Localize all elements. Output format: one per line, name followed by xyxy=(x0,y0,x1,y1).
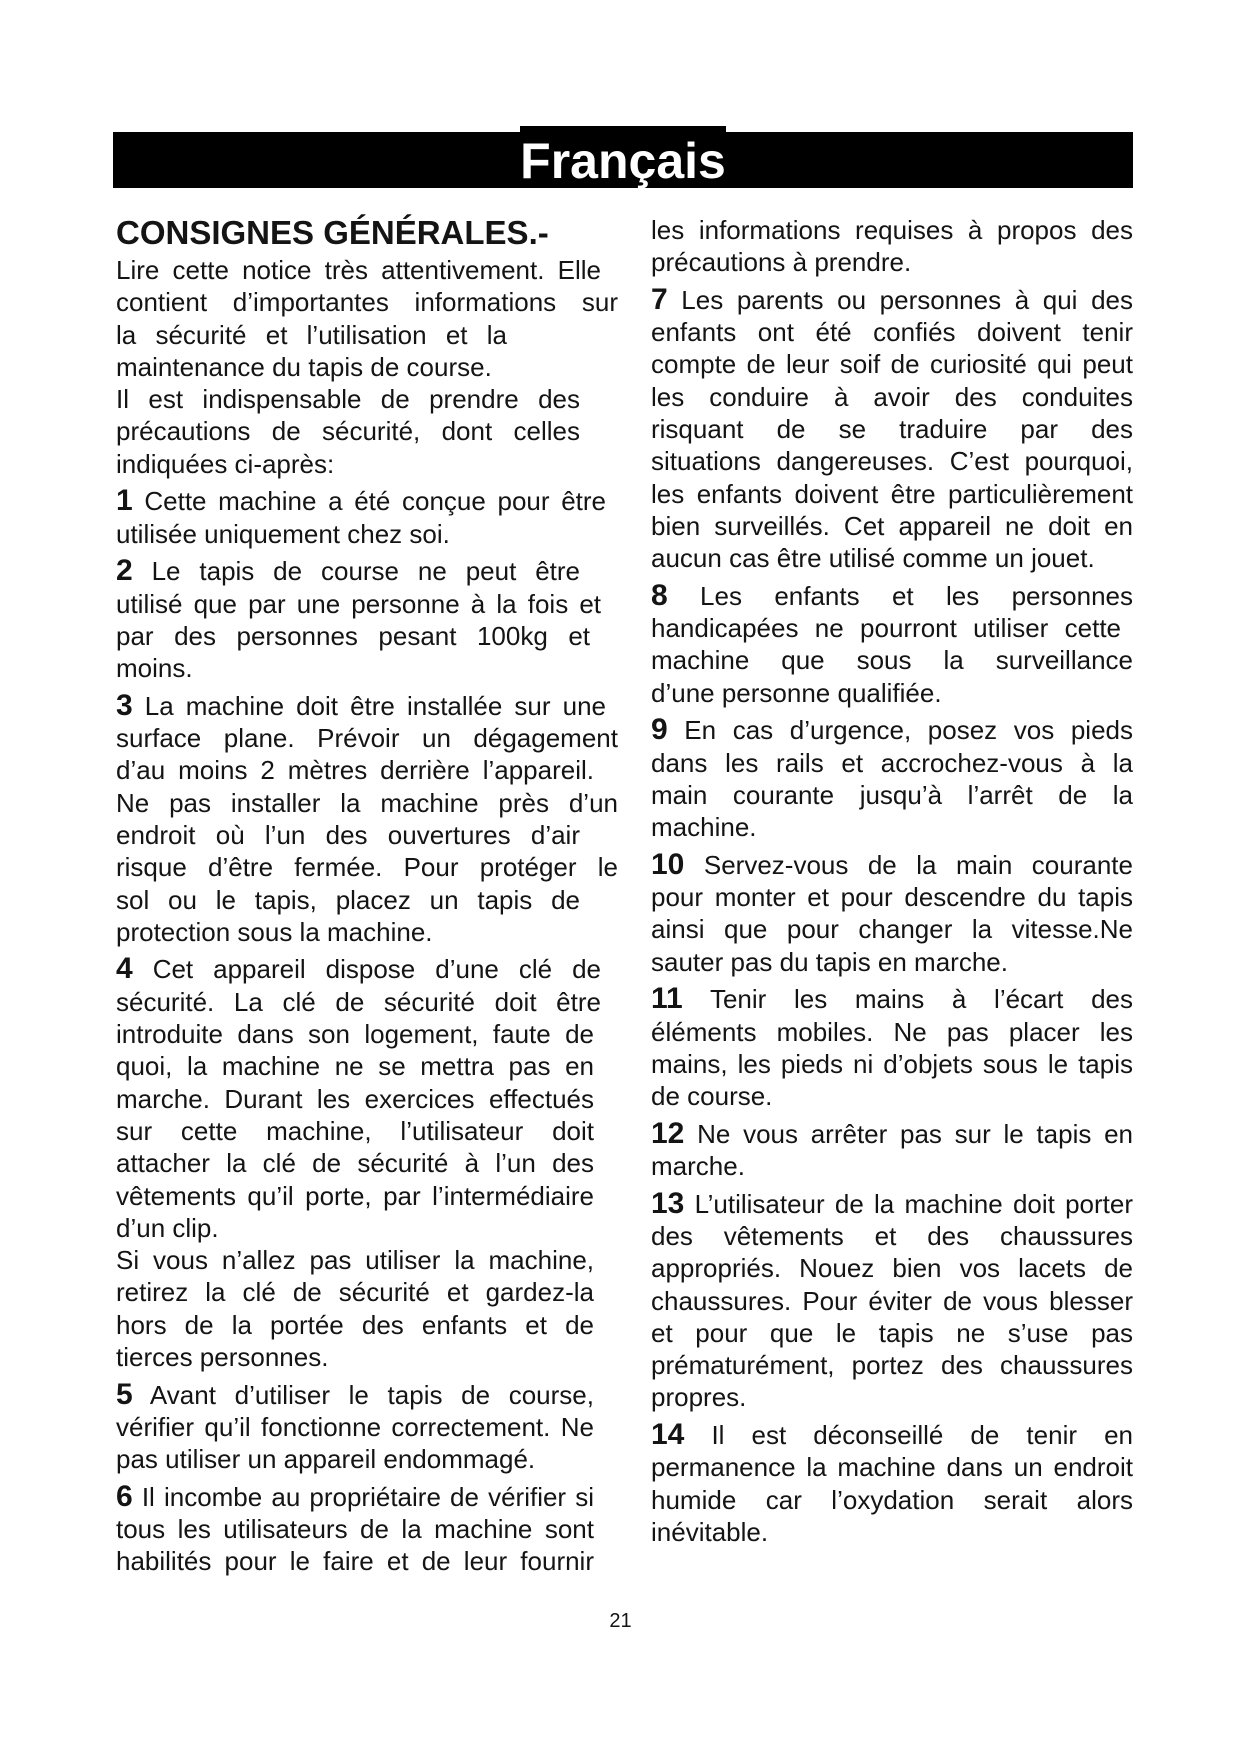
item-line: les informations requises à propos des xyxy=(651,215,1133,245)
item-line: machine. xyxy=(651,812,757,843)
item-line xyxy=(651,849,1133,881)
item-line xyxy=(651,284,1133,316)
item-text: Il incombe au propriétaire de vérifier si xyxy=(141,1481,594,1512)
item-text: Les enfants et les personnes xyxy=(700,580,1133,611)
item-line: de course. xyxy=(651,1081,773,1112)
item-line: marche. xyxy=(651,1151,745,1182)
item-number: 1 xyxy=(116,484,133,518)
item-line: endroit où l’un des ouvertures d’air xyxy=(116,819,580,850)
item-line: introduite dans son logement, faute de xyxy=(116,1019,594,1050)
item-line: protection sous la machine. xyxy=(116,916,433,947)
item-line: tous les utilisateurs de la machine sont xyxy=(116,1514,594,1545)
item-line: des vêtements et des chaussures xyxy=(651,1220,1133,1251)
item-line: éléments mobiles. Ne pas placer les xyxy=(651,1016,1133,1047)
item-text: Ne vous arrêter pas sur le tapis en xyxy=(697,1118,1133,1149)
item-line: ainsi que pour changer la vitesse.Ne xyxy=(651,914,1133,945)
item-number: 9 xyxy=(651,713,668,747)
item-line: habilités pour le faire et de leur fournir xyxy=(116,1546,594,1577)
item-line: humide car l’oxydation serait alors xyxy=(651,1484,1133,1515)
intro-line: contient d’importantes informations sur xyxy=(116,287,618,318)
item-line: d’un clip. xyxy=(116,1212,219,1243)
item-number: 10 xyxy=(651,847,685,881)
item-number: 5 xyxy=(116,1377,133,1411)
item-line xyxy=(116,953,601,985)
item-line: risquant de se traduire par des xyxy=(651,414,1133,445)
item-line: surface plane. Prévoir un dégagement xyxy=(116,723,618,754)
item-line: sécurité. La clé de sécurité doit être xyxy=(116,986,601,1017)
item-line xyxy=(116,690,606,722)
item-text: En cas d’urgence, posez vos pieds xyxy=(684,715,1133,746)
item-text: Cet appareil dispose d’une clé de xyxy=(152,954,601,985)
item-number: 12 xyxy=(651,1116,685,1150)
item-line: propres. xyxy=(651,1382,747,1413)
item-text: Il est déconseillé de tenir en xyxy=(711,1420,1133,1451)
item-number: 4 xyxy=(116,952,133,986)
item-line: Si vous n’allez pas utiliser la machine, xyxy=(116,1245,594,1276)
intro-line: la sécurité et l’utilisation et la xyxy=(116,319,507,350)
item-line xyxy=(116,1379,594,1411)
item-number: 13 xyxy=(651,1186,685,1220)
item-text: Les parents ou personnes à qui des xyxy=(681,284,1133,315)
item-text: L’utilisateur de la machine doit porter xyxy=(694,1188,1133,1219)
item-line: quoi, la machine ne se mettra pas en xyxy=(116,1051,594,1082)
item-line: sur cette machine, l’utilisateur doit xyxy=(116,1115,594,1146)
item-number: 11 xyxy=(651,982,683,1016)
item-line: sauter pas du tapis en marche. xyxy=(651,946,1008,977)
item-line: pas utiliser un appareil endommagé. xyxy=(116,1444,536,1475)
item-line: retirez la clé de sécurité et gardez-la xyxy=(116,1277,594,1308)
item-line xyxy=(651,580,1133,612)
intro-line: maintenance du tapis de course. xyxy=(116,351,492,382)
item-line: les conduire à avoir des conduites xyxy=(651,381,1133,412)
item-line: inévitable. xyxy=(651,1516,769,1547)
item-line: appropriés. Nouez bien vos lacets de xyxy=(651,1253,1133,1284)
item-line: moins. xyxy=(116,653,193,684)
item-line: d’au moins 2 mètres derrière l’appareil. xyxy=(116,755,594,786)
item-line: Ne pas installer la machine près d’un xyxy=(116,787,618,818)
right-column xyxy=(651,214,1133,1548)
item-number: 8 xyxy=(651,578,668,612)
item-line: aucun cas être utilisé comme un jouet. xyxy=(651,543,1095,574)
item-line: précautions à prendre. xyxy=(651,247,912,278)
item-line xyxy=(651,1188,1133,1220)
item-line: et pour que le tapis ne s’use pas xyxy=(651,1317,1133,1348)
item-number: 7 xyxy=(651,282,668,316)
item-line: handicapées ne pourront utiliser cette xyxy=(651,613,1121,644)
item-text: Tenir les mains à l’écart des xyxy=(709,984,1133,1015)
intro-line: précautions de sécurité, dont celles xyxy=(116,416,580,447)
item-text: Servez-vous de la main courante xyxy=(703,849,1133,880)
item-line: d’une personne qualifiée. xyxy=(651,677,942,708)
item-line: utilisée uniquement chez soi. xyxy=(116,518,450,549)
item-line xyxy=(651,1419,1133,1451)
page-number: 21 xyxy=(609,1610,632,1632)
intro-line: Lire cette notice très attentivement. Elle xyxy=(116,255,601,285)
item-line: pour monter et pour descendre du tapis xyxy=(651,882,1133,913)
item-line: bien surveillés. Cet appareil ne doit en xyxy=(651,510,1133,541)
item-line: les enfants doivent être particulièrement xyxy=(651,478,1133,509)
item-line: mains, les pieds ni d’objets sous le tapis xyxy=(651,1048,1133,1079)
item-line: tierces personnes. xyxy=(116,1341,329,1372)
item-text: La machine doit être installée sur une xyxy=(144,690,606,721)
item-line: compte de leur soif de curiosité qui peut xyxy=(651,349,1133,380)
item-number: 6 xyxy=(116,1479,133,1513)
intro-line: indiquées ci-après: xyxy=(116,448,335,479)
item-line xyxy=(116,1481,594,1513)
item-line: situations dangereuses. C’est pourquoi, xyxy=(651,446,1133,477)
item-number: 3 xyxy=(116,688,133,722)
item-line: risque d’être fermée. Pour protéger le xyxy=(116,852,618,883)
item-line: attacher la clé de sécurité à l’un des xyxy=(116,1148,594,1179)
language-title: Français xyxy=(520,126,726,188)
item-line: utilisé que par une personne à la fois et xyxy=(116,588,601,619)
item-line: enfants ont été confiés doivent tenir xyxy=(651,317,1133,348)
item-line xyxy=(651,983,1133,1015)
item-number: 2 xyxy=(116,554,133,588)
item-line: chaussures. Pour éviter de vous blesser xyxy=(651,1285,1133,1316)
item-line: machine que sous la surveillance xyxy=(651,645,1133,676)
item-line: prématurément, portez des chaussures xyxy=(651,1350,1133,1381)
item-line xyxy=(651,1118,1133,1150)
item-text: Avant d’utiliser le tapis de course, xyxy=(149,1379,594,1410)
intro-line: Il est indispensable de prendre des xyxy=(116,384,580,415)
item-line xyxy=(651,714,1133,746)
item-text: Cette machine a été conçue pour être xyxy=(144,486,607,517)
item-line: permanence la machine dans un endroit xyxy=(651,1452,1133,1483)
item-line: vérifier qu’il fonctionne correctement. Ne xyxy=(116,1411,594,1442)
item-line xyxy=(116,555,580,587)
item-line: marche. Durant les exercices effectués xyxy=(116,1083,594,1114)
item-line: dans les rails et accrochez-vous à la xyxy=(651,747,1133,778)
item-line: vêtements qu’il porte, par l’intermédiaire xyxy=(116,1180,594,1211)
item-line: hors de la portée des enfants et de xyxy=(116,1309,594,1340)
left-column xyxy=(116,254,618,1578)
item-number: 14 xyxy=(651,1418,685,1452)
item-line: main courante jusqu’à l’arrêt de la xyxy=(651,779,1133,810)
item-line: par des personnes pesant 100kg et xyxy=(116,620,590,651)
section-heading: CONSIGNES GÉNÉRALES.- xyxy=(116,214,549,251)
item-line xyxy=(116,485,606,517)
item-text: Le tapis de course ne peut être xyxy=(151,556,580,587)
item-line: sol ou le tapis, placez un tapis de xyxy=(116,884,580,915)
